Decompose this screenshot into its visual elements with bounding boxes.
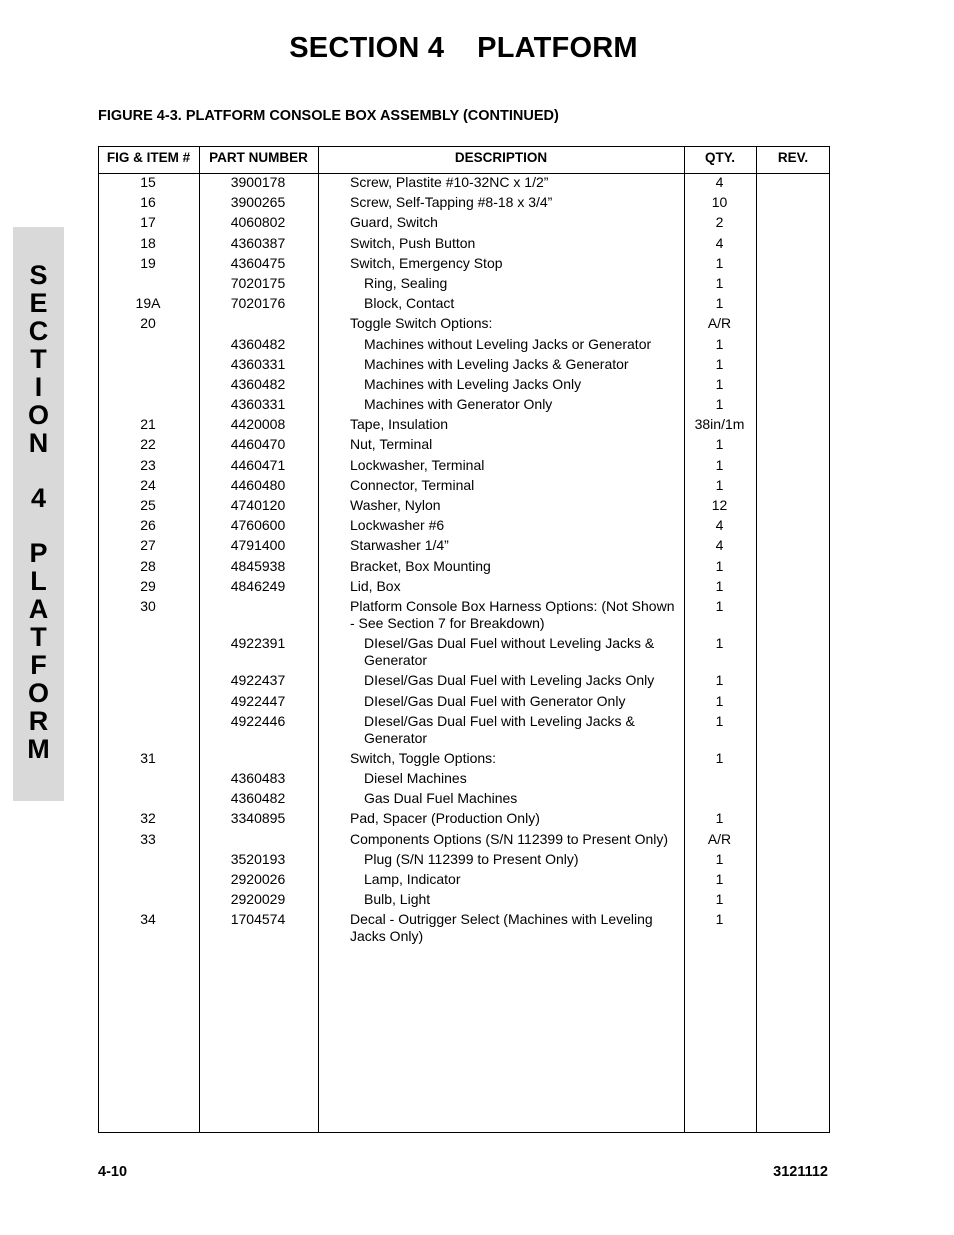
side-tab-letter: I (34, 372, 43, 402)
cell-part-number: 4460470 (230, 436, 286, 453)
table-row (98, 558, 830, 578)
cell-description: Lamp, Indicator (364, 871, 461, 887)
side-tab-text (13, 261, 64, 763)
cell-qty: 1 (715, 891, 724, 908)
table-row (98, 457, 830, 477)
cell-description: Platform Console Box Harness Options: (Not Shown - See Section 7 for Breakdown) (350, 597, 675, 631)
cell-part-number: 4760600 (230, 517, 286, 534)
table-row (98, 770, 830, 790)
cell-fig-item: 32 (140, 810, 156, 827)
cell-description: Bulb, Light (364, 891, 431, 908)
cell-description: Switch, Toggle Options: (350, 749, 497, 766)
cell-fig-item: 19 (140, 254, 156, 271)
cell-qty: 1 (715, 577, 724, 594)
header-description: DESCRIPTION (454, 150, 548, 165)
cell-qty: 1 (715, 810, 724, 827)
cell-description: Machines with Leveling Jacks & Generator (364, 355, 629, 372)
cell-fig-item: 20 (140, 315, 156, 332)
document-number: 3121112 (773, 1164, 828, 1180)
cell-part-number: 2920026 (230, 871, 286, 887)
page-number: 4-10 (98, 1164, 128, 1180)
cell-qty: 4 (715, 517, 724, 534)
table-row (98, 174, 830, 194)
cell-qty: 1 (715, 456, 724, 473)
cell-qty: A/R (707, 315, 732, 332)
cell-qty: 12 (711, 497, 728, 513)
table-row (98, 356, 830, 376)
cell-part-number: 4922447 (230, 692, 286, 709)
cell-description: Plug (S/N 112399 to Present Only) (364, 850, 579, 867)
cell-fig-item: 31 (140, 749, 156, 766)
cell-description: Connector, Terminal (350, 476, 475, 493)
cell-qty: 1 (715, 635, 724, 652)
cell-fig-item: 17 (140, 214, 156, 231)
cell-fig-item: 27 (140, 537, 156, 554)
cell-qty: 1 (715, 274, 724, 291)
cell-description: DIesel/Gas Dual Fuel without Leveling Jacks & Generator (364, 635, 655, 669)
cell-description: Screw, Self-Tapping #8-18 x 3/4” (350, 194, 553, 211)
cell-description: Switch, Push Button (350, 234, 476, 251)
table-row (98, 911, 830, 948)
cell-part-number: 4846249 (230, 577, 286, 594)
side-tab-letter: T (30, 344, 47, 374)
cell-description: Lid, Box (350, 577, 401, 594)
cell-part-number: 4922446 (230, 712, 286, 729)
side-tab-letter: M (27, 734, 50, 764)
cell-fig-item: 25 (140, 497, 156, 513)
cell-part-number: 4922437 (230, 672, 286, 689)
cell-part-number: 3340895 (230, 810, 286, 827)
table-row (98, 295, 830, 315)
cell-qty: 10 (711, 194, 728, 211)
cell-part-number: 4360331 (230, 396, 286, 413)
cell-fig-item: 30 (140, 597, 156, 614)
cell-description: Block, Contact (364, 295, 455, 312)
cell-part-number: 4791400 (230, 537, 286, 554)
table-row (98, 336, 830, 356)
side-tab-letter: A (28, 594, 49, 624)
header-part-number: PART NUMBER (209, 150, 308, 165)
table-row (98, 477, 830, 497)
cell-fig-item: 33 (140, 830, 156, 847)
cell-qty: 4 (715, 234, 724, 251)
cell-description: Switch, Emergency Stop (350, 254, 503, 271)
cell-qty: 1 (715, 692, 724, 709)
cell-part-number: 4460471 (230, 456, 286, 473)
table-row (98, 194, 830, 214)
table-row (98, 315, 830, 335)
cell-description: Pad, Spacer (Production Only) (350, 810, 540, 827)
cell-qty: 1 (715, 672, 724, 689)
cell-description: Toggle Switch Options: (350, 315, 493, 332)
side-tab-letter: R (28, 706, 49, 736)
cell-qty: 1 (715, 597, 724, 614)
table-row (98, 810, 830, 830)
table-row (98, 750, 830, 770)
side-tab-letter: E (29, 288, 48, 318)
side-tab-letter: O (27, 400, 49, 430)
cell-part-number: 4740120 (230, 497, 286, 513)
cell-part-number: 4360482 (230, 790, 286, 807)
cell-part-number: 4420008 (230, 416, 286, 433)
cell-qty: 2 (715, 214, 724, 231)
cell-part-number: 4460480 (230, 476, 286, 493)
cell-description: Machines without Leveling Jacks or Generator (364, 335, 652, 352)
cell-qty: 1 (715, 335, 724, 352)
cell-fig-item: 29 (140, 577, 156, 594)
cell-description: DIesel/Gas Dual Fuel with Generator Only (364, 692, 626, 709)
cell-qty: 1 (715, 871, 724, 887)
side-tab-letter: L (30, 566, 47, 596)
cell-qty: 1 (715, 295, 724, 312)
cell-description: DIesel/Gas Dual Fuel with Leveling Jacks Only (364, 672, 655, 689)
table-row (98, 891, 830, 911)
table-row (98, 831, 830, 851)
cell-qty: 1 (715, 375, 724, 392)
table-row (98, 635, 830, 672)
cell-part-number: 4922391 (230, 635, 286, 652)
cell-description: Guard, Switch (350, 214, 438, 231)
cell-fig-item: 15 (140, 174, 156, 190)
cell-part-number: 7020176 (230, 295, 286, 312)
side-tab-letter: T (30, 622, 47, 652)
cell-description: Lockwasher #6 (350, 517, 445, 534)
cell-qty: 4 (715, 537, 724, 554)
cell-fig-item: 19A (135, 295, 161, 312)
cell-description: Washer, Nylon (350, 497, 441, 513)
cell-part-number: 7020175 (230, 274, 286, 291)
side-tab-letter: S (29, 260, 48, 290)
cell-description: Machines with Generator Only (364, 396, 553, 413)
cell-fig-item: 34 (140, 911, 156, 928)
side-tab-letter: P (29, 538, 48, 568)
cell-description: Gas Dual Fuel Machines (364, 790, 518, 807)
cell-qty: 1 (715, 712, 724, 729)
cell-qty: 1 (715, 355, 724, 372)
cell-part-number: 4060802 (230, 214, 286, 231)
cell-description: Components Options (S/N 112399 to Present Only) (350, 830, 669, 847)
table-row (98, 497, 830, 517)
cell-description: DIesel/Gas Dual Fuel with Leveling Jacks & Generator (364, 712, 635, 746)
cell-part-number: 3520193 (230, 850, 286, 867)
cell-part-number: 3900265 (230, 194, 286, 211)
table-body (98, 174, 830, 949)
cell-fig-item: 26 (140, 517, 156, 534)
cell-description: Bracket, Box Mounting (350, 557, 491, 574)
cell-part-number: 4360482 (230, 335, 286, 352)
cell-fig-item: 23 (140, 456, 156, 473)
table-row (98, 598, 830, 635)
table-row (98, 693, 830, 713)
table-row (98, 672, 830, 692)
section-side-tab (13, 227, 64, 801)
side-tab-letter: F (30, 650, 47, 680)
table-row (98, 376, 830, 396)
table-row (98, 275, 830, 295)
table-row (98, 871, 830, 891)
cell-part-number: 4360387 (230, 234, 286, 251)
cell-qty: 1 (715, 557, 724, 574)
cell-qty: 38in/1m (694, 416, 745, 433)
side-tab-letter: C (28, 316, 49, 346)
table-row (98, 517, 830, 537)
cell-qty: 1 (715, 850, 724, 867)
cell-fig-item: 24 (140, 476, 156, 493)
cell-qty: 1 (715, 396, 724, 413)
side-tab-letter: N (28, 428, 49, 458)
cell-fig-item: 28 (140, 557, 156, 574)
cell-description: Nut, Terminal (350, 436, 433, 453)
cell-part-number: 4360331 (230, 355, 286, 372)
table-row (98, 851, 830, 871)
cell-part-number: 4360475 (230, 254, 286, 271)
cell-description: Lockwasher, Terminal (350, 456, 485, 473)
cell-description: Decal - Outrigger Select (Machines with Leveling Jacks Only) (350, 911, 653, 945)
side-tab-letter: O (27, 678, 49, 708)
cell-part-number: 4360482 (230, 375, 286, 392)
cell-part-number: 4845938 (230, 557, 286, 574)
cell-fig-item: 16 (140, 194, 156, 211)
cell-qty: 1 (715, 436, 724, 453)
cell-qty: 1 (715, 476, 724, 493)
cell-qty: 1 (715, 911, 724, 928)
cell-part-number: 3900178 (230, 174, 286, 190)
table-row (98, 537, 830, 557)
cell-description: Starwasher 1/4” (350, 537, 449, 554)
table-row (98, 790, 830, 810)
cell-qty: 4 (715, 174, 724, 190)
cell-part-number: 4360483 (230, 770, 286, 787)
cell-description: Tape, Insulation (350, 416, 449, 433)
figure-title: FIGURE 4-3. PLATFORM CONSOLE BOX ASSEMBLY (CONTINUED) (98, 108, 559, 124)
header-fig-item: FIG & ITEM # (106, 150, 191, 165)
cell-fig-item: 22 (140, 436, 156, 453)
header-rev: REV. (777, 150, 809, 165)
cell-fig-item: 21 (140, 416, 156, 433)
table-row (98, 436, 830, 456)
header-qty: QTY. (704, 150, 735, 165)
cell-description: Diesel Machines (364, 770, 467, 787)
table-row (98, 578, 830, 598)
cell-part-number: 1704574 (230, 911, 286, 928)
side-tab-letter: 4 (30, 483, 47, 513)
table-row (98, 255, 830, 275)
cell-description: Machines with Leveling Jacks Only (364, 375, 582, 392)
table-row (98, 396, 830, 416)
page-title: SECTION 4 PLATFORM (289, 32, 638, 64)
cell-qty: 1 (715, 749, 724, 766)
table-row (98, 416, 830, 436)
cell-qty: 1 (715, 254, 724, 271)
cell-description: Ring, Sealing (364, 274, 448, 291)
table-row (98, 713, 830, 750)
cell-description: Screw, Plastite #10-32NC x 1/2” (350, 174, 549, 190)
table-row (98, 235, 830, 255)
cell-qty: A/R (707, 830, 732, 847)
cell-part-number: 2920029 (230, 891, 286, 908)
table-row (98, 214, 830, 234)
cell-fig-item: 18 (140, 234, 156, 251)
